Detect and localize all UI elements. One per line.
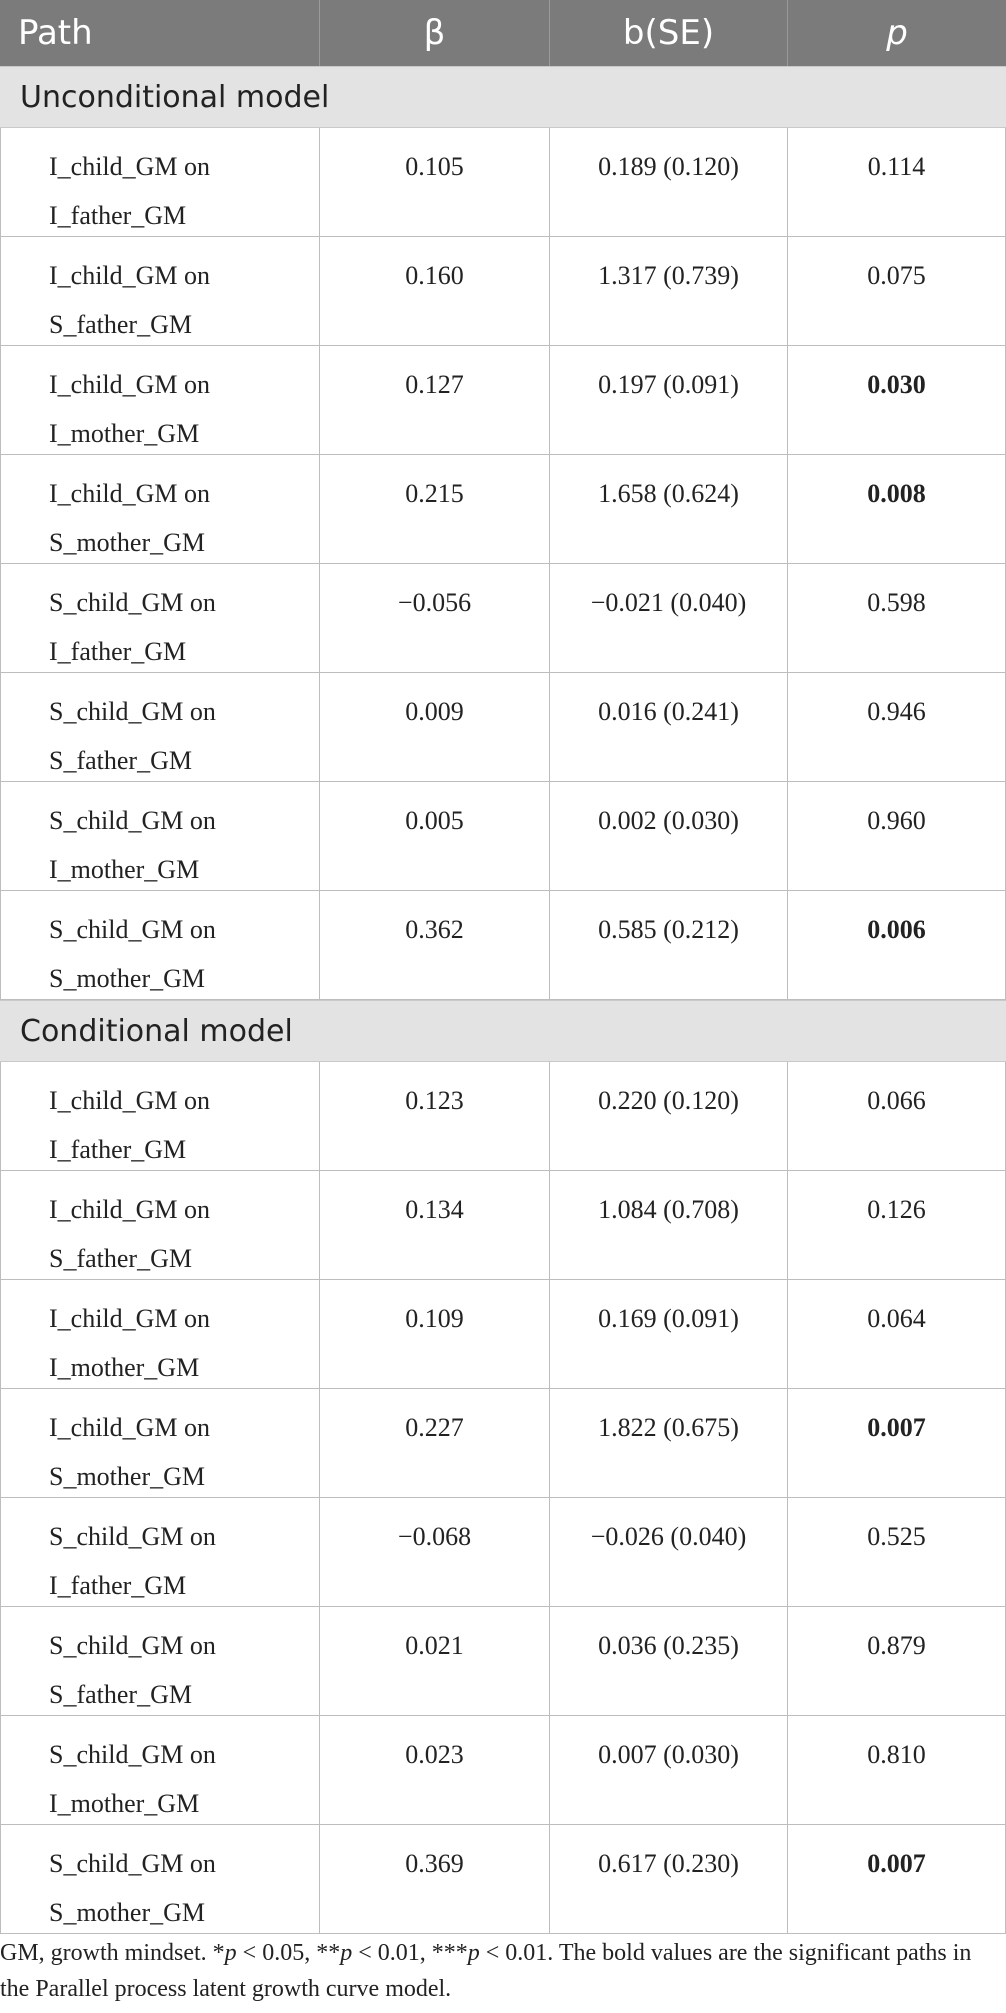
bse-cell: 1.084 (0.708) [550,1171,788,1279]
path-cell [1,564,320,672]
bse-cell: 0.189 (0.120) [550,128,788,236]
p-cell: 0.006 [788,891,1006,999]
path-outcome: I_child_GM on [49,152,211,181]
table-row [0,1825,1006,1934]
beta-cell: 0.227 [320,1389,550,1497]
header-p: p [886,13,908,53]
table-row [0,1716,1006,1825]
path-outcome: I_child_GM on [49,1413,211,1442]
path-predictor: I_father_GM [49,1135,187,1164]
table-row [0,1171,1006,1280]
beta-cell: 0.009 [320,673,550,781]
p-cell: 0.075 [788,237,1006,345]
bse-cell: 1.317 (0.739) [550,237,788,345]
beta-cell: 0.160 [320,237,550,345]
path-predictor: S_father_GM [49,1680,192,1709]
beta-cell: 0.105 [320,128,550,236]
p-cell: 0.960 [788,782,1006,890]
bse-cell: 0.007 (0.030) [550,1716,788,1824]
path-cell [1,782,320,890]
path-predictor: S_mother_GM [49,1898,205,1927]
beta-cell: 0.021 [320,1607,550,1715]
path-outcome: S_child_GM on [49,588,216,617]
table-footnote: GM, growth mindset. *p < 0.05, **p < 0.01, ***p < 0.01. The bold values are the significant paths in the Parallel process latent growth curve model. [0,1940,972,2002]
bse-cell: 0.617 (0.230) [550,1825,788,1933]
path-cell [1,346,320,454]
bse-cell: 0.220 (0.120) [550,1062,788,1170]
path-outcome: I_child_GM on [49,1086,211,1115]
path-predictor: S_mother_GM [49,1462,205,1491]
path-cell [1,1280,320,1388]
table-row [0,1389,1006,1498]
path-outcome: I_child_GM on [49,370,211,399]
table-row [0,1607,1006,1716]
p-cell: 0.598 [788,564,1006,672]
table-row [0,1062,1006,1171]
table-row [0,346,1006,455]
bse-cell: −0.021 (0.040) [550,564,788,672]
path-outcome: I_child_GM on [49,261,211,290]
path-cell [1,237,320,345]
header-path: Path [0,0,320,66]
path-predictor: S_mother_GM [49,964,205,993]
p-cell: 0.946 [788,673,1006,781]
path-predictor: I_mother_GM [49,1789,200,1818]
path-predictor: I_mother_GM [49,419,200,448]
p-cell: 0.525 [788,1498,1006,1606]
bse-cell: 0.197 (0.091) [550,346,788,454]
table-row [0,564,1006,673]
bse-cell: 1.822 (0.675) [550,1389,788,1497]
beta-cell: 0.134 [320,1171,550,1279]
path-outcome: S_child_GM on [49,1522,216,1551]
table-row [0,673,1006,782]
path-outcome: S_child_GM on [49,1849,216,1878]
bse-cell: 0.002 (0.030) [550,782,788,890]
beta-cell: 0.369 [320,1825,550,1933]
table-row [0,782,1006,891]
table-row [0,237,1006,346]
p-cell: 0.114 [788,128,1006,236]
p-cell: 0.007 [788,1825,1006,1933]
section-header: Conditional model [0,1000,1006,1062]
table-body [0,66,1006,1934]
table-header [0,0,1006,66]
path-outcome: S_child_GM on [49,806,216,835]
table-row [0,455,1006,564]
path-outcome: I_child_GM on [49,479,211,508]
path-cell [1,1825,320,1933]
path-predictor: S_father_GM [49,1244,192,1273]
p-cell: 0.879 [788,1607,1006,1715]
path-outcome: I_child_GM on [49,1195,211,1224]
path-cell [1,1716,320,1824]
p-cell: 0.008 [788,455,1006,563]
path-cell [1,1171,320,1279]
beta-cell: 0.123 [320,1062,550,1170]
table-row [0,1280,1006,1389]
bse-cell: 0.016 (0.241) [550,673,788,781]
path-cell [1,891,320,999]
bse-cell: −0.026 (0.040) [550,1498,788,1606]
path-outcome: S_child_GM on [49,1740,216,1769]
p-cell: 0.066 [788,1062,1006,1170]
p-cell: 0.064 [788,1280,1006,1388]
path-cell [1,1498,320,1606]
path-outcome: I_child_GM on [49,1304,211,1333]
beta-cell: 0.005 [320,782,550,890]
path-cell [1,673,320,781]
bse-cell: 1.658 (0.624) [550,455,788,563]
table-row [0,891,1006,1000]
p-cell: 0.810 [788,1716,1006,1824]
path-cell [1,128,320,236]
bse-cell: 0.169 (0.091) [550,1280,788,1388]
beta-cell: 0.215 [320,455,550,563]
path-predictor: S_father_GM [49,746,192,775]
section-header: Unconditional model [0,66,1006,128]
path-predictor: I_father_GM [49,201,187,230]
p-cell: 0.030 [788,346,1006,454]
p-cell: 0.126 [788,1171,1006,1279]
path-cell [1,455,320,563]
beta-cell: −0.068 [320,1498,550,1606]
path-outcome: S_child_GM on [49,697,216,726]
path-outcome: S_child_GM on [49,915,216,944]
table-row [0,1498,1006,1607]
path-outcome: S_child_GM on [49,1631,216,1660]
beta-cell: 0.023 [320,1716,550,1824]
path-cell [1,1607,320,1715]
path-predictor: S_mother_GM [49,528,205,557]
beta-cell: −0.056 [320,564,550,672]
beta-cell: 0.109 [320,1280,550,1388]
path-cell [1,1062,320,1170]
p-cell: 0.007 [788,1389,1006,1497]
path-predictor: I_mother_GM [49,1353,200,1382]
path-predictor: S_father_GM [49,310,192,339]
path-predictor: I_father_GM [49,1571,187,1600]
bse-cell: 0.585 (0.212) [550,891,788,999]
path-predictor: I_mother_GM [49,855,200,884]
table-row [0,128,1006,237]
header-bse: b(SE) [550,0,788,66]
path-predictor: I_father_GM [49,637,187,666]
path-cell [1,1389,320,1497]
header-beta: β [320,0,550,66]
beta-cell: 0.127 [320,346,550,454]
beta-cell: 0.362 [320,891,550,999]
bse-cell: 0.036 (0.235) [550,1607,788,1715]
